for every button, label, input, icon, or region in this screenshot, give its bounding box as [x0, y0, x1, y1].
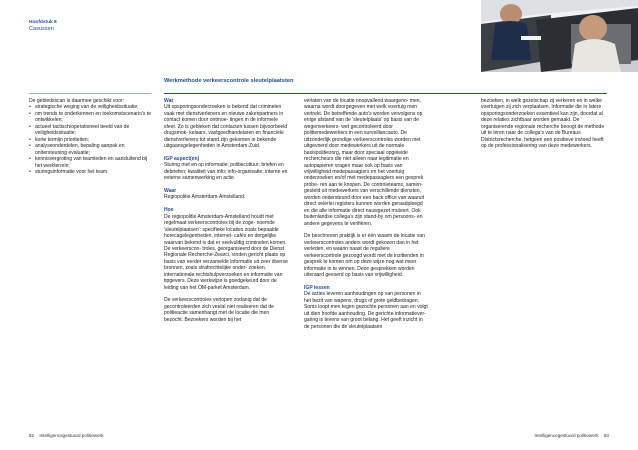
chapter-title: Casussen [29, 26, 54, 32]
list-item: • analyseonderdelen, bepaling aanpak en ondersteuning evaluatie; [29, 143, 153, 156]
list-item: • actueel tactisch/operationeel beeld van de veiligheidssituatie; [29, 124, 153, 137]
wat-section [164, 98, 288, 150]
waar-text: Regiopolitie Amsterdam-Amstelland. [164, 194, 246, 201]
igp-lessen-section [304, 285, 428, 330]
list-item: • om trends te onderkennen en toekomstscenario's te ontwikkelen; [29, 111, 153, 124]
bullet-list [29, 104, 153, 175]
hoe-heading: Hoe [164, 207, 174, 214]
list-item: • kennisvergroting van teamleden en aansluitend bij het werkterrein; [29, 156, 153, 169]
page-number-right: 83 [603, 433, 609, 438]
chapter-header [29, 20, 57, 32]
igp-aspect-section [164, 156, 288, 182]
waar-section [164, 188, 288, 201]
heading-rule [164, 93, 607, 94]
left-column-rule [29, 93, 151, 94]
igp-aspect-heading: IGP aspect(en) [164, 155, 200, 162]
igp-lessen-heading: IGP lessen [304, 284, 330, 291]
list-item: • strategische weging van de veiligheidssituatie; [29, 104, 153, 110]
igp-aspect-text: Sturing met en op informatie; politiecultuur; briefen en debriefen; kwaliteit van info; info-organisatie; interne en externe samenwerking en actie. [164, 162, 288, 182]
article-heading: Werkmethode verkeerscontrole sleutelplaatsten [164, 78, 294, 84]
footer-title-right: Intelligencegestuurd politiewerk [534, 433, 599, 438]
column-2 [164, 98, 288, 330]
hoe-text: De regiopolitie Amsterdam-Amstelland houdt met regelmaat verkeerscontroles bij de zoge- noemde 'sleutelplaatsen': specifieke locaties zoals bepaalde horecagelegenheden, internet- cafés en dergelijke waarvan bekend is dat er veelvuldig criminelen komen. De verkeerscon- troles, georganiseerd door de Dienst Regionale Recherche-Zwarci, vinden gericht plaats op basis van eerder verzamelde informatie uit zeer diverse bronnen, zoals strafrechtelijke onder- zoeken, internationale rechtshulpverzoeken en informatie van tipgevers. Deze werkwijze is goedgekeurd door de leiding van het OM-parket Amsterdam. [164, 213, 288, 291]
police-car-photo [481, 0, 638, 72]
left-intro: De gebiedsscan is daarmee geschikt voor: [29, 98, 125, 104]
paragraph: De verkeerscontroles verlopen zodanig dat de gecontroleerden zich veelal niet realiseren dat de politieactie samenhangt met de locatie die men bezocht. Bezoekers worden bij het [164, 297, 274, 323]
wat-heading: Wat [164, 98, 174, 104]
column-3 [304, 98, 428, 336]
wat-text: Uit opsporingsonderzoeken is bekend dat criminelen vaak met dienstverleners en nieuwe zakenpartners in contact komen door ontmoe- tingen in de informele sfeer. Zo is gebleken dat contacten tussen bijvoorbeeld drugsmok- kelaars, vastgoedhandelaren en financiële dienstverleners tot stand zijn gekomen in bekende uitgaansgelegenheden in Amsterdam-Zuid. [164, 104, 288, 150]
paragraph: verlaten van de locatie onopvallend waargeno- men, waarna wordt doorgegeven met welk voertuig men vertrekt. De betreffende auto's worden vervolgens op enige afstand van de 'sleutelplaats' op basis van de wegenverkeers- wet gecontroleerd door politiemedewerkers in een surveillancauto. De uitzonderlijk grondige verkeerscontroles worden niet uitgevoerd door medewerkers uit de normale basispolitiezorg, maar door speciaal opgeleide rechercheurs die niet alleen naar legitimatie en autopapieren vragen maar ook op basis van vrijwilligheid medepassagiers en het voertuig onderzoeken en/of met medepassagiers een gesprek probe- ren aan te knopen. De controleteams, samen- gesteld uit medewerkers van verschillende diensten, worden ondersteund door een back office van waaruit direct velerlei registers kunnen worden geraadpleegd en die alle informatie direct nauwgezet muteert. Ook buitenlandse collega's zijn stand-by om persoons- en andere gegevens te verifiëren. [304, 98, 424, 227]
footer-left [29, 433, 104, 438]
hoe-section [164, 207, 288, 291]
chapter-label: Hoofdstuk 8 [29, 20, 57, 25]
paragraph: De beschreven praktijk is er één waarin de locatie van verkeerscontroles anders wordt gekozen dan in het verleden, en waarin naast de reguliere verkeerscontrole gezoogd wordt met de inzittenden in gesprek te komen om op deze wijze nog wat meer informatie in te winnen. Deze gesprekken worden uiteraard gevoerd op basis van vrijwilligheid. [304, 233, 425, 279]
igp-lessen-text: De acties leveren aanhoudingen op van personen in het bezit van wapens, drugs of grote geldbedragen. Soms loopt men tegen gezochte personen aan en volgt uit dien hoofde aanhouding. De gerichte informatiever- garing is tevens van groot belang. Het geeft inzicht in de personen die de sleutelplaatsen [304, 291, 428, 330]
page-number-left: 82 [29, 433, 35, 438]
paragraph: bezoeken, in welk gezelschap zij verkeren en in welke voertuigen zij zich verplaatsen. Informatie die in latere opsporingsonderzoeken essentieel kan zijn, doordat al deze relaties zichtbaar worden gemaakt. De organiserende regionale recherche beoogt de methode uit te leren naar de collega's van de Bureaus Districtsrecherche, hetgeen een positieve invloed heeft op de professionalisering van deze medewerkers. [481, 98, 605, 150]
list-item: • sturingsinformatie voor het team. [29, 169, 153, 175]
left-column [29, 98, 153, 175]
footer-title-left: Intelligencegestuurd politiewerk [39, 433, 104, 438]
footer-right [534, 433, 609, 438]
column-4 [481, 98, 605, 156]
list-item: • korte termijn prioriteiten; [29, 137, 153, 143]
photo-illustration [481, 0, 638, 72]
waar-heading: Waar [164, 188, 177, 195]
